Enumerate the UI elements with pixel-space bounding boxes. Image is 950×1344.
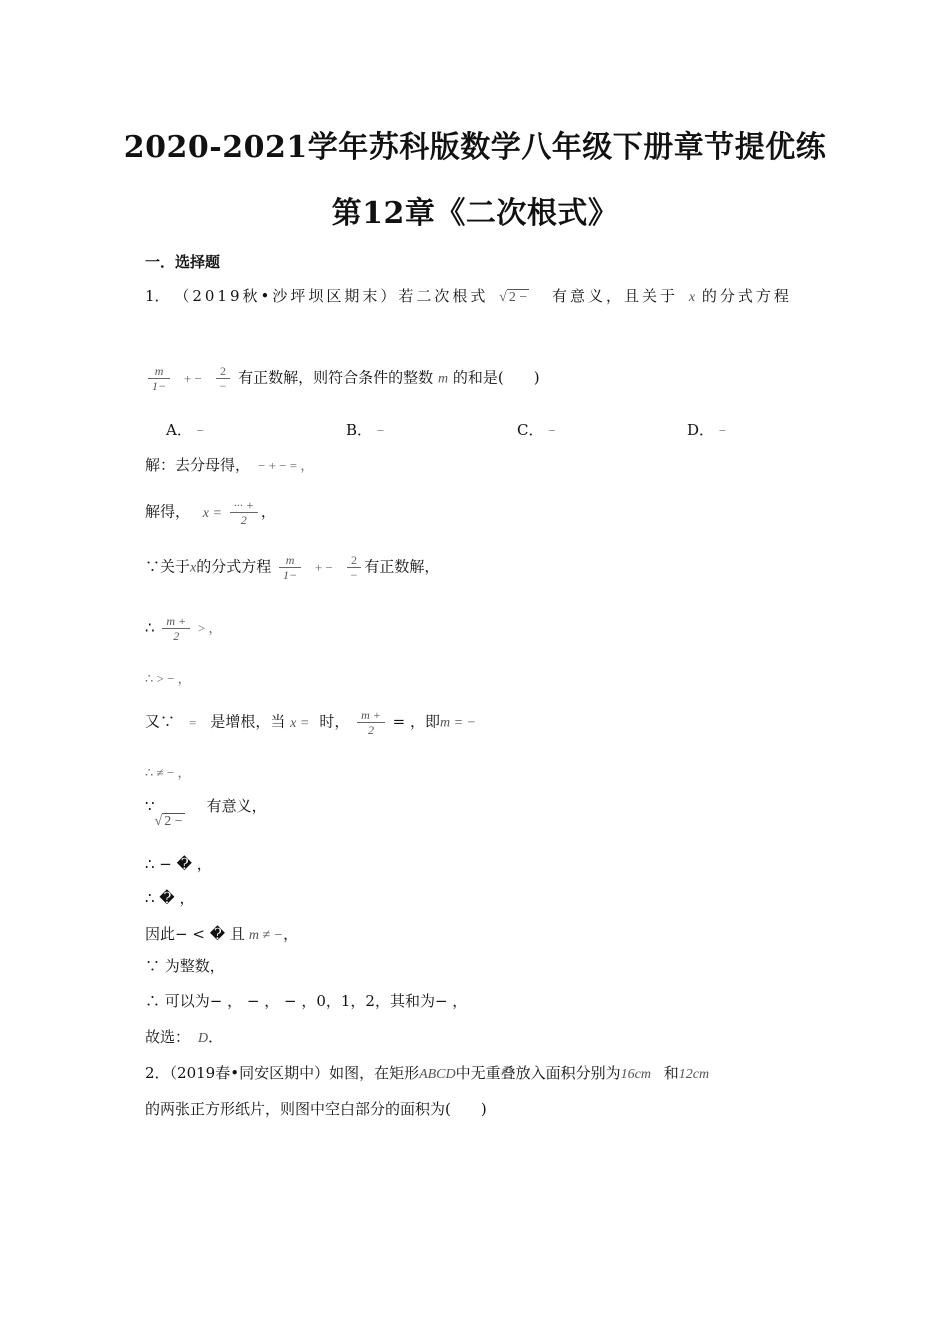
sol-line3: ∵关于x的分式方程 $\frac{m}{1-}$ + − $\frac{2}{-}$ 有正数解， xyxy=(145,553,440,582)
fraction-m-plus-2: $\frac{m +}{2}$ xyxy=(357,708,385,737)
sol-line8: ∵√ 2 −有意义， xyxy=(145,796,267,832)
sol-line7: ∴ ≠ − ， xyxy=(145,765,191,780)
sol-line4: ∴ $\frac{m +}{2}$ > ， xyxy=(145,614,222,643)
option-a[interactable]: A． − xyxy=(166,421,204,439)
sol-line1: 解：去分母得， − + − = ， xyxy=(145,456,314,474)
fraction-tail: + − xyxy=(183,370,202,386)
sqrt-expression-sol: √ 2 − xyxy=(154,814,183,829)
option-d[interactable]: D． − xyxy=(687,421,727,439)
chapter-title: 第12章《二次根式》 xyxy=(331,196,619,231)
sqrt-expression: √ 2 − xyxy=(499,290,528,305)
section-heading: 一．选择题 xyxy=(145,253,221,271)
sol-line2: 解得， x = $\frac{\cdot\cdot\cdot +}{2}$ ， xyxy=(145,498,276,527)
fraction-m-sol: $\frac{m}{1-}$ xyxy=(279,553,301,582)
fraction-2-sol: $\frac{2}{-}$ xyxy=(347,553,362,582)
fraction-2: $\frac{2}{-}$ xyxy=(216,364,231,393)
fraction-x: $\frac{\cdot\cdot\cdot +}{2}$ xyxy=(230,498,258,527)
sol-line14: 故选： D． xyxy=(145,1028,224,1046)
sol-line5: ∴ > − ， xyxy=(145,671,191,686)
sol-line9: ∴ − � ， xyxy=(145,855,212,873)
q1-text-d: 有正数解，则符合条件的整数 xyxy=(238,368,434,387)
q1-text-a: （2019秋•沙坪坝区期末）若二次根式 xyxy=(174,287,489,305)
q1-number: 1． xyxy=(145,287,170,305)
sol-line13: ∴ 可以为− ， − ， − ，0，1，2，其和为− ， xyxy=(145,992,468,1010)
sol-line6: 又∵ = 是增根，当 x = 时， $\frac{m +}{2}$ = ，即m = − xyxy=(145,708,477,737)
sol-line11: 因此− < � 且 m ≠ −， xyxy=(145,925,299,943)
var-m: m xyxy=(437,371,449,387)
option-b[interactable]: B． − xyxy=(346,421,385,439)
q2-line2: 的两张正方形纸片，则图中空白部分的面积为( ) xyxy=(145,1100,487,1118)
option-c[interactable]: C． − xyxy=(517,421,556,439)
q1-line1 xyxy=(145,286,792,308)
var-x: x xyxy=(688,290,696,305)
q1-text-c: 的分式方程 xyxy=(701,287,792,305)
page-title: 2020-2021学年苏科版数学八年级下册章节提优练 xyxy=(123,130,827,165)
q2-line1: 2．（2019春•同安区期中）如图，在矩形ABCD中无重叠放入面积分别为16cm 和12cm xyxy=(145,1064,710,1082)
q1-text-b: 有意义，且关于 xyxy=(552,287,679,305)
sol-line10: ∴ � ， xyxy=(145,889,195,907)
q1-text-e: 的和是( ) xyxy=(452,368,540,387)
q1-line2 xyxy=(145,364,540,393)
fraction-m: $\frac{m}{1-}$ xyxy=(148,364,170,393)
sol-line12: ∵ 为整数， xyxy=(145,957,225,975)
fraction-m-plus: $\frac{m +}{2}$ xyxy=(162,614,190,643)
